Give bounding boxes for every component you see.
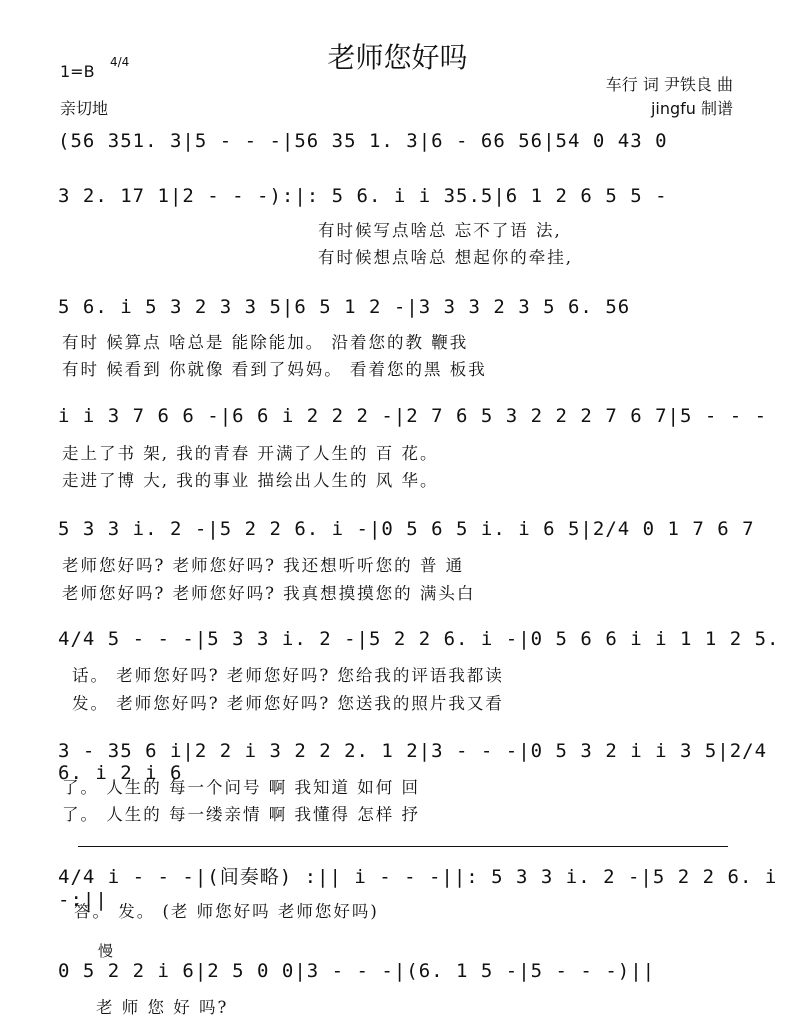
lyrics-verse-1: 话。 老师您好吗? 老师您好吗? 您给我的评语我都读 [72, 666, 504, 685]
lyrics-verse-1: 有时 候算点 啥总是 能除能加。 沿着您的教 鞭我 [62, 333, 469, 352]
arranger: jingfu 制谱 [650, 99, 733, 118]
notation-row: 4/4 i - - -|(间奏略) :|| i - - -||: 5 3 3 i. 2 -|5 2 2 6. i -:|| [58, 866, 778, 911]
lyrics-verse-1: 了。 人生的 每一个问号 啊 我知道 如何 回 [62, 778, 420, 797]
lyrics-verse-2: 了。 人生的 每一缕亲情 啊 我懂得 怎样 抒 [62, 805, 420, 824]
expression-mark: 亲切地 [60, 99, 109, 118]
lyrics-verse-1: 老 师 您 好 吗? [96, 998, 229, 1017]
volta-bracket [78, 846, 728, 847]
lyrics-verse-1: 老师您好吗? 老师您好吗? 我还想听听您的 普 通 [62, 556, 465, 575]
lyrics-verse-2: 有时候想点啥总 想起你的牵挂, [318, 248, 573, 267]
notation-row: 5 3 3 i. 2 -|5 2 2 6. i -|0 5 6 5 i. i 6 5|2/4 0 1 7 6 7 [58, 518, 755, 540]
notation-row: i i 3 7 6 6 -|6 6 i 2 2 2 -|2 7 6 5 3 2 2 2 7 6 7|5 - - - [58, 405, 768, 427]
lyrics-verse-2: 有时 候看到 你就像 看到了妈妈。 看着您的黑 板我 [62, 360, 487, 379]
time-signature: 4/4 [110, 55, 130, 69]
lyrics-verse-1: 答。 发。 (老 师您好吗 老师您好吗) [74, 902, 379, 921]
credits: 车行 词 尹铁良 曲 [605, 75, 733, 94]
lyrics-verse-1: 走上了书 架, 我的青春 开满了人生的 百 花。 [62, 444, 439, 463]
tempo-mark: 慢 [98, 942, 114, 960]
notation-row: 3 - 35 6 i|2 2 i 3 2 2 2. 1 2|3 - - -|0 5 3 2 i i 3 5|2/4 6. i 2 i 6 [58, 740, 768, 784]
notation-row: 3 2. 17 1|2 - - -):|: 5 6. i i 35.5|6 1 2 6 5 5 - [58, 185, 668, 207]
notation-row: (56 351. 3|5 - - -|56 35 1. 3|6 - 66 56|54 0 43 0 [58, 130, 668, 152]
key-signature: 1=B [60, 62, 95, 81]
lyrics-verse-2: 发。 老师您好吗? 老师您好吗? 您送我的照片我又看 [72, 694, 504, 713]
lyrics-verse-2: 老师您好吗? 老师您好吗? 我真想摸摸您的 满头白 [62, 584, 476, 603]
song-title: 老师您好吗 [327, 41, 468, 74]
lyrics-verse-2: 走进了博 大, 我的事业 描绘出人生的 风 华。 [62, 471, 439, 490]
notation-row: 4/4 5 - - -|5 3 3 i. 2 -|5 2 2 6. i -|0 5 6 6 i i 1 1 2 5. [58, 628, 780, 650]
notation-row: 0 5 2 2 i 6|2 5 0 0|3 - - -|(6. 1 5 -|5 - - -)|| [58, 960, 656, 982]
lyrics-verse-1: 有时候写点啥总 忘不了语 法, [318, 221, 562, 240]
notation-row: 5 6. i 5 3 2 3 3 5|6 5 1 2 -|3 3 3 2 3 5 6. 56 [58, 296, 631, 318]
